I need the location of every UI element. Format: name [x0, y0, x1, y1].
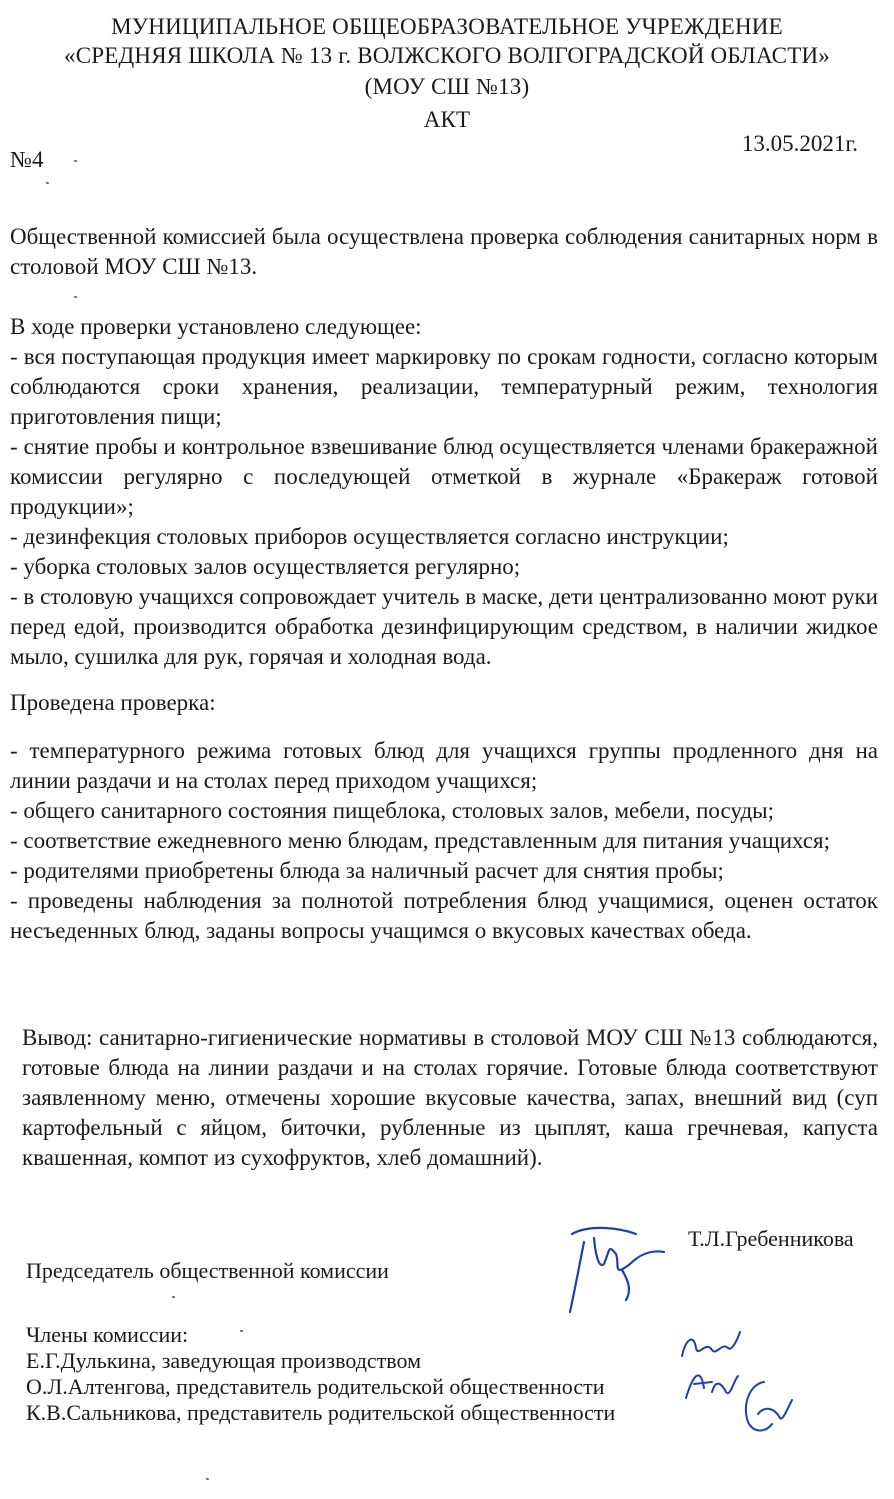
finding-item: - снятие пробы и контрольное взвешивание блюд осуществляется членами бракеражной комиссии регулярно с последующей отметкой в журнале «Бракераж готовой продукции»;	[10, 434, 878, 519]
document-type: АКТ	[423, 107, 471, 132]
document-date: 13.05.2021г.	[741, 131, 858, 156]
chair-name: Т.Л.Гребенникова	[688, 1226, 854, 1251]
conclusion-text: Вывод: санитарно-гигиенические нормативы в столовой МОУ СШ №13 соблюдаются, готовые блюда на линии раздачи и на столах горячие. Готовые блюда соответствуют заявленному меню, отмечены хорошие вкусовые качества, запах, внешний вид (суп картофельный с яйцом, биточки, рубленные из цыплят, каша гречневая, капуста квашенная, компот из сухофруктов, хлеб домашний).	[22, 1025, 878, 1170]
finding-item: - уборка столовых залов осуществляется регулярно;	[10, 554, 521, 579]
scan-speck	[206, 1478, 209, 1480]
finding-item: - в столовую учащихся сопровождает учитель в маске, дети централизованно моют руки перед едой, производится обработка дезинфицирующим средством, в наличии жидкое мыло, сушилка для рук, горячая и холодная вода.	[10, 584, 878, 669]
conclusion-section	[22, 1023, 878, 1173]
findings-section	[10, 312, 878, 672]
check-item: - общего санитарного состояния пищеблока, столовых залов, мебели, посуды;	[10, 798, 774, 823]
check-item: - температурного режима готовых блюд для учащихся группы продленного дня на линии раздачи и на столах перед приходом учащихся;	[10, 738, 878, 793]
scan-speck	[46, 182, 49, 184]
org-abbreviation: (МОУ СШ №13)	[364, 74, 530, 99]
member-line: О.Л.Алтенгова, представитель родительской общественности	[26, 1374, 605, 1399]
checks-heading-block	[10, 688, 878, 718]
chair-signature	[560, 1220, 680, 1320]
org-name-line2: «СРЕДНЯЯ ШКОЛА № 13 г. ВОЛЖСКОГО ВОЛГОГРАДСКОЙ ОБЛАСТИ»	[64, 43, 830, 68]
member-signature-3	[736, 1374, 796, 1444]
scan-speck	[240, 1330, 243, 1332]
checks-heading: Проведена проверка:	[10, 690, 216, 715]
check-item: - соответствие ежедневного меню блюдам, представленным для питания учащихся;	[10, 828, 831, 853]
checks-section	[10, 736, 878, 946]
member-line: К.В.Сальникова, представитель родительской общественности	[26, 1400, 616, 1425]
document-number: №4	[10, 147, 44, 172]
scan-speck	[74, 296, 77, 298]
intro-text: Общественной комиссией была осуществлена проверка соблюдения санитарных норм в столовой МОУ СШ №13.	[10, 224, 878, 279]
intro-paragraph	[10, 222, 878, 282]
chair-title: Председатель общественной комиссии	[26, 1258, 389, 1283]
org-name-line1: МУНИЦИПАЛЬНОЕ ОБЩЕОБРАЗОВАТЕЛЬНОЕ УЧРЕЖДЕНИЕ	[111, 14, 783, 39]
member-signature-2	[682, 1358, 742, 1408]
scan-speck	[172, 1296, 175, 1298]
finding-item: - дезинфекция столовых приборов осуществляется согласно инструкции;	[10, 524, 729, 549]
member-line: Е.Г.Дулькина, заведующая производством	[26, 1348, 422, 1373]
check-item: - родителями приобретены блюда за наличный расчет для снятия пробы;	[10, 858, 724, 883]
finding-item: - вся поступающая продукция имеет маркировку по срокам годности, согласно которым соблюдаются сроки хранения, реализации, температурный режим, технология приготовления пищи;	[10, 344, 878, 429]
members-heading: Члены комиссии:	[26, 1322, 189, 1347]
check-item: - проведены наблюдения за полнотой потребления блюд учащимися, оценен остаток несъеденных блюд, заданы вопросы учащимся о вкусовых качествах обеда.	[10, 888, 878, 943]
scan-speck	[74, 160, 77, 162]
findings-heading: В ходе проверки установлено следующее:	[10, 314, 422, 339]
